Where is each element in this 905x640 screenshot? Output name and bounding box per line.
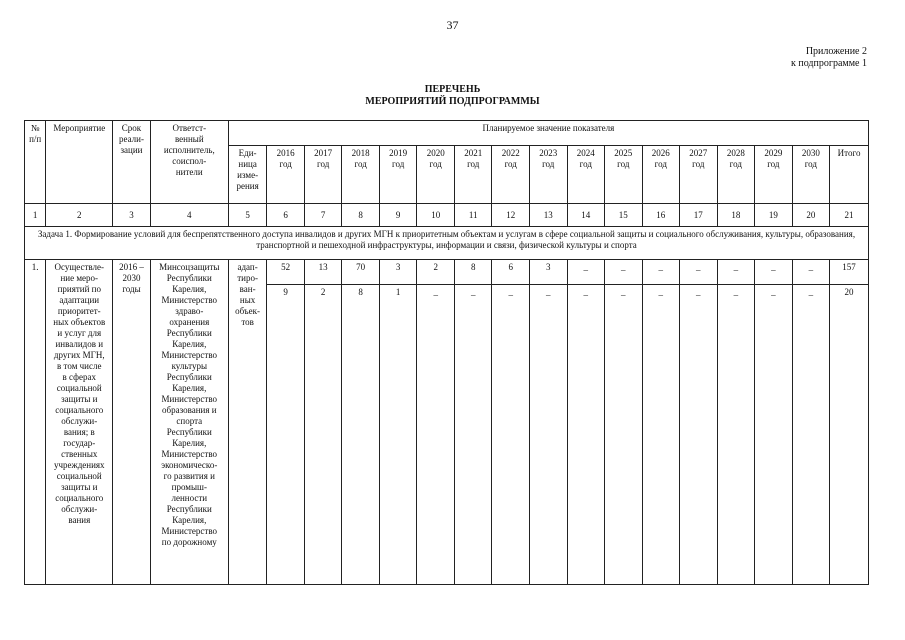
column-number: 14 xyxy=(567,204,605,227)
header-year: 2027 год xyxy=(680,146,718,204)
value-cell: _ xyxy=(454,285,492,585)
header-year: 2022 год xyxy=(492,146,530,204)
value-cell: 9 xyxy=(267,285,305,585)
column-number: 3 xyxy=(113,204,151,227)
task-row xyxy=(25,227,869,260)
header-year: 2023 год xyxy=(529,146,567,204)
header-measure: Мероприятие xyxy=(46,121,113,204)
column-number: 5 xyxy=(228,204,267,227)
column-number: 9 xyxy=(379,204,417,227)
column-number: 19 xyxy=(755,204,793,227)
value-cell: _ xyxy=(680,285,718,585)
column-number: 7 xyxy=(304,204,342,227)
header-year: 2020 год xyxy=(417,146,455,204)
header-year: 2025 год xyxy=(605,146,643,204)
column-number: 16 xyxy=(642,204,680,227)
header-year: 2018 год xyxy=(342,146,380,204)
header-year: 2028 год xyxy=(717,146,755,204)
column-number: 10 xyxy=(417,204,455,227)
column-number: 2 xyxy=(46,204,113,227)
value-cell: _ xyxy=(642,285,680,585)
value-cell: _ xyxy=(642,260,680,285)
value-cell: 3 xyxy=(529,260,567,285)
value-cell: _ xyxy=(605,260,643,285)
total-cell: 20 xyxy=(830,285,869,585)
header-year: 2029 год xyxy=(755,146,793,204)
header-year: 2030 год xyxy=(792,146,830,204)
value-cell: _ xyxy=(680,260,718,285)
column-number: 6 xyxy=(267,204,305,227)
total-cell: 157 xyxy=(830,260,869,285)
value-cell: 52 xyxy=(267,260,305,285)
value-cell: _ xyxy=(755,285,793,585)
value-cell: 8 xyxy=(342,285,380,585)
value-cell: _ xyxy=(492,285,530,585)
value-cell: 13 xyxy=(304,260,342,285)
appendix-note xyxy=(791,46,867,70)
column-number: 12 xyxy=(492,204,530,227)
value-cell: 1 xyxy=(379,285,417,585)
header-unit: Еди- ница изме- рения xyxy=(228,146,267,204)
value-cell: _ xyxy=(567,285,605,585)
value-cell: _ xyxy=(417,285,455,585)
task-description: Задача 1. Формирование условий для беспрепятственного доступа инвалидов и других МГН к приоритетным объектам и услугам в сфере социальной защиты и социального обслуживания, культуры, образования, транспортной и пешеходной инфраструктуры, информации и связи, физической культуры и спорта xyxy=(25,227,869,260)
column-number: 11 xyxy=(454,204,492,227)
row-measure: Осуществле- ние меро- приятий по адаптации приоритет- ных объектов и услуг для инвалидов и других МГН, в том числе в сферах социальной защиты и социального обслужи- вания; в государ- ственных учреждениях социальной защиты и социального обслужи- вания xyxy=(46,260,113,585)
header-year: 2019 год xyxy=(379,146,417,204)
header-row-1 xyxy=(25,121,869,146)
column-number: 4 xyxy=(150,204,228,227)
value-cell: _ xyxy=(755,260,793,285)
header-responsible: Ответст- венный исполнитель, соиспол- нители xyxy=(150,121,228,204)
header-total: Итого xyxy=(830,146,869,204)
header-year: 2026 год xyxy=(642,146,680,204)
measures-table xyxy=(24,120,869,585)
value-cell: _ xyxy=(717,260,755,285)
document-title xyxy=(0,84,905,108)
column-number: 20 xyxy=(792,204,830,227)
value-cell: 3 xyxy=(379,260,417,285)
value-cell: 2 xyxy=(304,285,342,585)
value-cell: 6 xyxy=(492,260,530,285)
column-number: 18 xyxy=(717,204,755,227)
header-year: 2021 год xyxy=(454,146,492,204)
header-term: Срок реали- зации xyxy=(113,121,151,204)
page-number: 37 xyxy=(446,18,459,32)
header-planned-value: Планируемое значение показателя xyxy=(228,121,868,146)
value-cell: _ xyxy=(717,285,755,585)
column-number: 17 xyxy=(680,204,718,227)
row-responsible: Минсоцзащиты Республики Карелия, Министерство здраво- охранения Республики Карелия, Министерство культуры Республики Карелия, Министерство образования и спорта Республики Карелия, Министерство экономическо- го развития и промыш- ленности Республики Карелия, Министерство по дорожному xyxy=(150,260,228,585)
header-year: 2024 год xyxy=(567,146,605,204)
value-cell: 2 xyxy=(417,260,455,285)
value-cell: _ xyxy=(605,285,643,585)
title-line-1: ПЕРЕЧЕНЬ xyxy=(424,84,481,95)
value-cell: 70 xyxy=(342,260,380,285)
value-cell: 8 xyxy=(454,260,492,285)
header-year: 2016 год xyxy=(267,146,305,204)
column-numbers-row xyxy=(25,204,869,227)
value-cell: _ xyxy=(567,260,605,285)
row-unit: адап- тиро- ван- ных объек- тов xyxy=(228,260,267,585)
value-cell: _ xyxy=(529,285,567,585)
row-num: 1. xyxy=(25,260,46,585)
value-cell: _ xyxy=(792,260,830,285)
header-year: 2017 год xyxy=(304,146,342,204)
column-number: 13 xyxy=(529,204,567,227)
column-number: 21 xyxy=(830,204,869,227)
table-row xyxy=(25,260,869,285)
header-num: № п/п xyxy=(25,121,46,204)
column-number: 8 xyxy=(342,204,380,227)
appendix-line-1: Приложение 2 xyxy=(805,46,867,57)
value-cell: _ xyxy=(792,285,830,585)
column-number: 15 xyxy=(605,204,643,227)
row-term: 2016 – 2030 годы xyxy=(113,260,151,585)
title-line-2: МЕРОПРИЯТИЙ ПОДПРОГРАММЫ xyxy=(365,96,540,107)
appendix-line-2: к подпрограмме 1 xyxy=(791,58,867,69)
column-number: 1 xyxy=(25,204,46,227)
